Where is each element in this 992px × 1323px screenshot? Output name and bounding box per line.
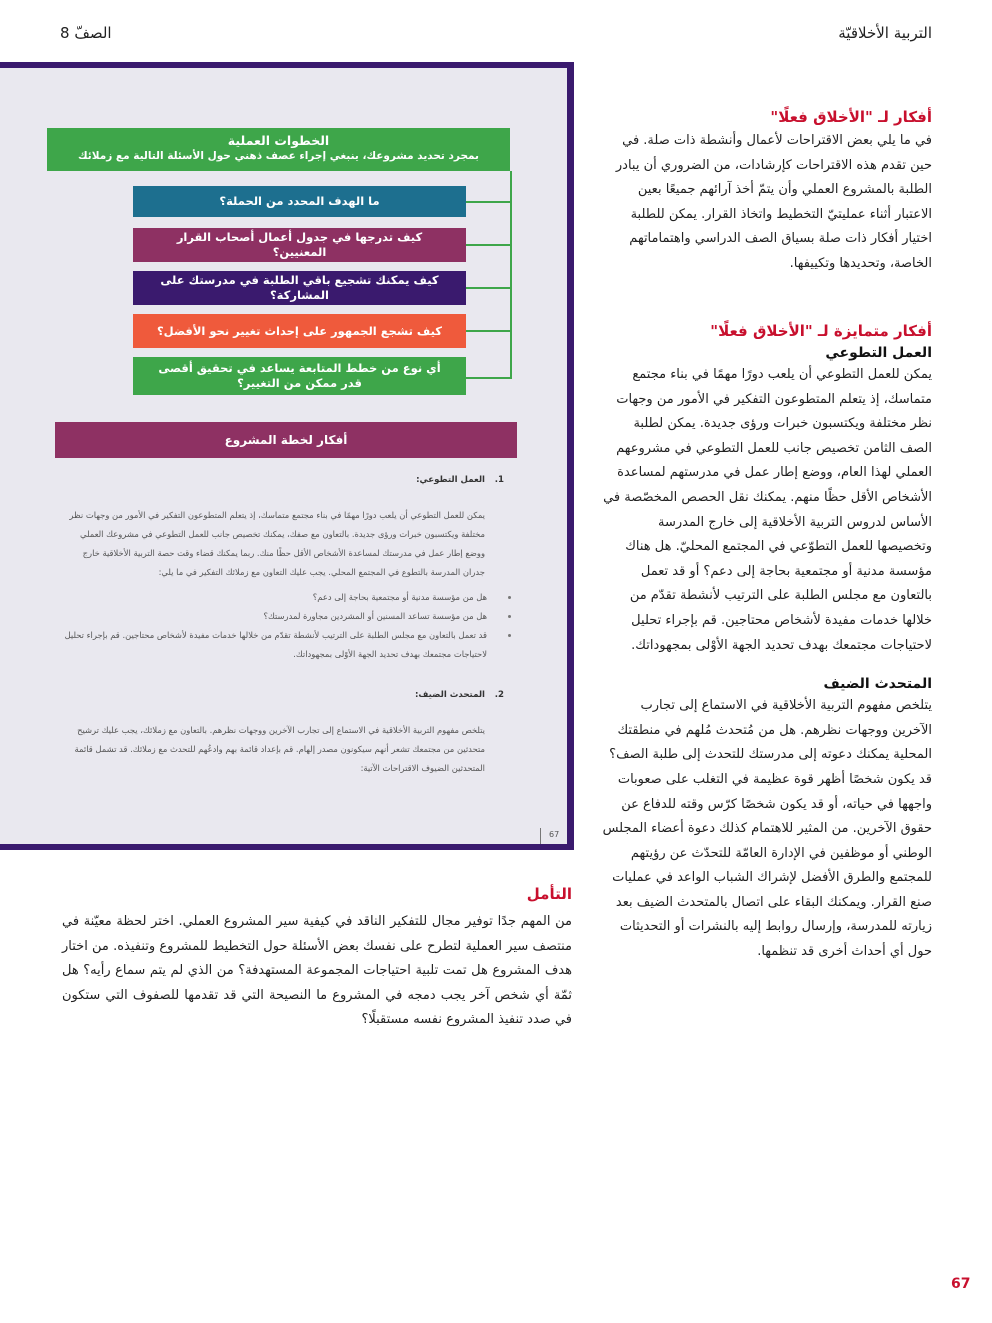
item-title: العمل التطوعي:	[416, 475, 485, 485]
flow-step: أي نوع من خطط المتابعة يساعد في تحقيق أقصى قدر ممكن من التغيير؟	[133, 357, 466, 395]
item-bullets	[47, 588, 487, 664]
section-differentiated	[602, 322, 932, 965]
flow-header	[47, 128, 510, 171]
inset-page	[0, 62, 574, 850]
item-number: 2.	[494, 690, 504, 700]
text-line: ووضع إطار عمل في مدرستك لمساعدة الأشخاص الأقل حظًا منك. ربما يمكنك قضاء وقت حصة التربية الأخلاقية خارج	[82, 548, 485, 558]
item-title: المتحدث الضيف:	[414, 690, 485, 700]
flow-connector	[466, 377, 511, 379]
flow-subtitle: بمجرد تحديد مشروعك، ينبغي إجراء عصف ذهني حول الأسئلة التالية مع زملائك	[78, 150, 479, 162]
flow-connector	[466, 330, 511, 332]
bullet-line: قد تعمل بالتعاون مع مجلس الطلبة على الترتيب لأنشطة تقدّم من خلالها خدمات مفيدة لأشخاص محتاجين. قم بإجراء تحليل	[64, 630, 487, 640]
bullet-line: لاحتياجات مجتمعك بهدف تحديد الجهة الأوْلى بمجهوداتك.	[293, 649, 487, 659]
guest-speaker-body: يتلخص مفهوم التربية الأخلاقية في الاستماع إلى تجارب الآخرين ووجهات نظرهم. هل من مُتحدث مُلهم في منطقتك المحلية يمكنك دعوته إلى مدرستك للتحدث إلى طلبة الصف؟ قد يكون شخصًا أظهر قوة عظيمة في التغلب على صعوبات واجهها في حياته، أو قد يكون شخصًا كرّس وقته للدفاع عن حقوق الآخرين. من المثير للاهتمام كذلك دعوة أعضاء المجلس الوطني أو موظفين في الإدارة العامّة للتحدّث عن رؤيتهم للمجتمع والطرق الأفضل لإشراك الشباب الواعد في عمليات صنع القرار. ويمكنك البقاء على اتصال بالمتحدث الضيف بعد زيارته للمدرسة، وإرسال روابط إليه بالنشرات أو التحديثات حول أي أحداث أخرى قد تنظمها.	[602, 698, 932, 960]
guest-speaker-heading: المتحدث الضيف	[823, 676, 932, 693]
flow-step: ما الهدف المحدد من الحملة؟	[133, 186, 466, 217]
text-line: المتحدثين الضيوف الاقتراحات الآتية:	[360, 763, 485, 773]
item-body	[45, 721, 485, 778]
text-line: يمكن للعمل التطوعي أن يلعب دورًا مهمًا في بناء مجتمع متماسك، إذ يتعلم المتطوعون التفكير في الأمور من وجهات نظر	[69, 510, 485, 520]
grade-label: الصفّ 8	[60, 24, 112, 42]
ideas-heading: أفكار لـ "الأخلاق فعلًا"	[770, 108, 932, 126]
bullet-line: هل من مؤسسة تساعد المسنين أو المشردين مجاورة لمدرستك؟	[263, 611, 487, 621]
bullet-line: هل من مؤسسة مدنية أو مجتمعية بحاجة إلى دعم؟	[312, 592, 487, 602]
flow-step: كيف تشجع الجمهور على إحداث تغيير نحو الأفضل؟	[133, 314, 466, 348]
item-body	[45, 506, 485, 582]
bullet-dot	[508, 615, 511, 618]
volunteer-heading: العمل التطوعي	[825, 345, 932, 361]
flow-title: الخطوات العملية	[227, 133, 330, 148]
volunteer-body: يمكن للعمل التطوعي أن يلعب دورًا مهمًا في بناء مجتمع متماسك، إذ يتعلم المتطوعون التفكير في الأمور من وجهات نظر مختلفة ويكتسبون خبرات ورؤى جديدة. يمكن لطلبة الصف الثامن تخصيص جانب للعمل التطوعي في مشروعهم العملي لهذا العام، ووضع إطار عمل في مدرستهم لمساعدة الأشخاص الأقل حظًا منهم. يمكنك نقل الحصص المخصّصة في الأساس لدروس التربية الأخلاقية إلى خارج المدرسة وتخصيصها للعمل التطوّعي في المجتمع المحليّ. هل هناك مؤسسة مدنية أو مجتمعية بحاجة إلى دعم؟ أو قد تعمل بالتعاون مع مجلس الطلبة على الترتيب لأنشطة تقدّم من خلالها خدمات مفيدة لأشخاص محتاجين. قم بإجراء تحليل لاحتياجات مجتمعك بهدف تحديد الجهة الأوْلى بمجهوداتك.	[603, 367, 932, 653]
subject-title: التربية الأخلاقيّة	[838, 24, 932, 42]
flow-connector	[466, 201, 511, 203]
flow-connector	[466, 244, 511, 246]
text-line: مختلفة ويكتسبون خبرات ورؤى جديدة. بالتعاون مع صفك، يمكنك تخصيص جانب للعمل التطوعي في مشروعك العملي	[80, 529, 485, 539]
section-ideas	[602, 108, 932, 277]
flow-step: كيف تدرجها في جدول أعمال أصحاب القرار المعنيين؟	[133, 228, 466, 262]
reflection-heading: التأمل	[526, 885, 572, 903]
reflection-body: من المهم جدًا توفير مجال للتفكير الناقد في كيفية سير المشروع العملي. اختر لحظة معيّنة في منتصف سير العملية لتطرح على نفسك بعض الأسئلة حول التخطيط للمشروع وتنفيذه. من اختار هدف المشروع هل تمت تلبية احتياجات المجموعة المستهدفة؟ من الذي لم يتم سماع رأيه؟ هل ثمّة أي شخص آخر يجب دمجه في المشروع ما النصيحة التي قد تقدمها للصفوف التي ستكون في صدد تنفيذ المشروع نفسه مستقبلًا؟	[62, 914, 572, 1027]
project-ideas-bar: أفكار لخطة المشروع	[55, 422, 517, 458]
item-number: 1.	[494, 475, 504, 485]
page-number: 67	[951, 1276, 971, 1292]
flow-connector	[466, 287, 511, 289]
bullet-dot	[508, 596, 511, 599]
bullet-dot	[508, 634, 511, 637]
divider	[540, 828, 541, 844]
ideas-body: في ما يلي بعض الاقتراحات لأعمال وأنشطة ذات صلة. في حين تقدم هذه الاقتراحات كإرشادات، من الضروري أن يبادر الطلبة بالمشروع العملي وأن يتمّ أخذ آرائهم جميعًا بعين الاعتبار أثناء عمليتيّ التخطيط واتخاذ القرار. يمكن للطلبة اختيار أفكار ذات صلة بسياق الصف الدراسي واهتماماتهم الخاصة، وتحديدها وتكييفها.	[615, 133, 932, 271]
flow-step: كيف يمكنك تشجيع باقي الطلبة في مدرستك على المشاركة؟	[133, 271, 466, 305]
inset-page-number: 67	[549, 830, 560, 839]
text-line: جدران المدرسة بالتطوع في المجتمع المحلي. يجب عليك التعاون مع زملائك التفكير في ما يلي:	[158, 567, 485, 577]
differentiated-heading: أفكار متمايزة لـ "الأخلاق فعلًا"	[710, 322, 932, 340]
text-line: يتلخص مفهوم التربية الأخلاقية في الاستماع إلى تجارب الآخرين ووجهات نظرهم. بالتعاون مع زملائك، يجب عليك ترشيح	[77, 725, 485, 735]
text-line: متحدثين من مجتمعك تشعر أنهم سيكونون مصدر إلهام. قم بإعداد قائمة بهم وادعُهم للتحدث مع زملائك. قد تشمل قائمة	[74, 744, 485, 754]
